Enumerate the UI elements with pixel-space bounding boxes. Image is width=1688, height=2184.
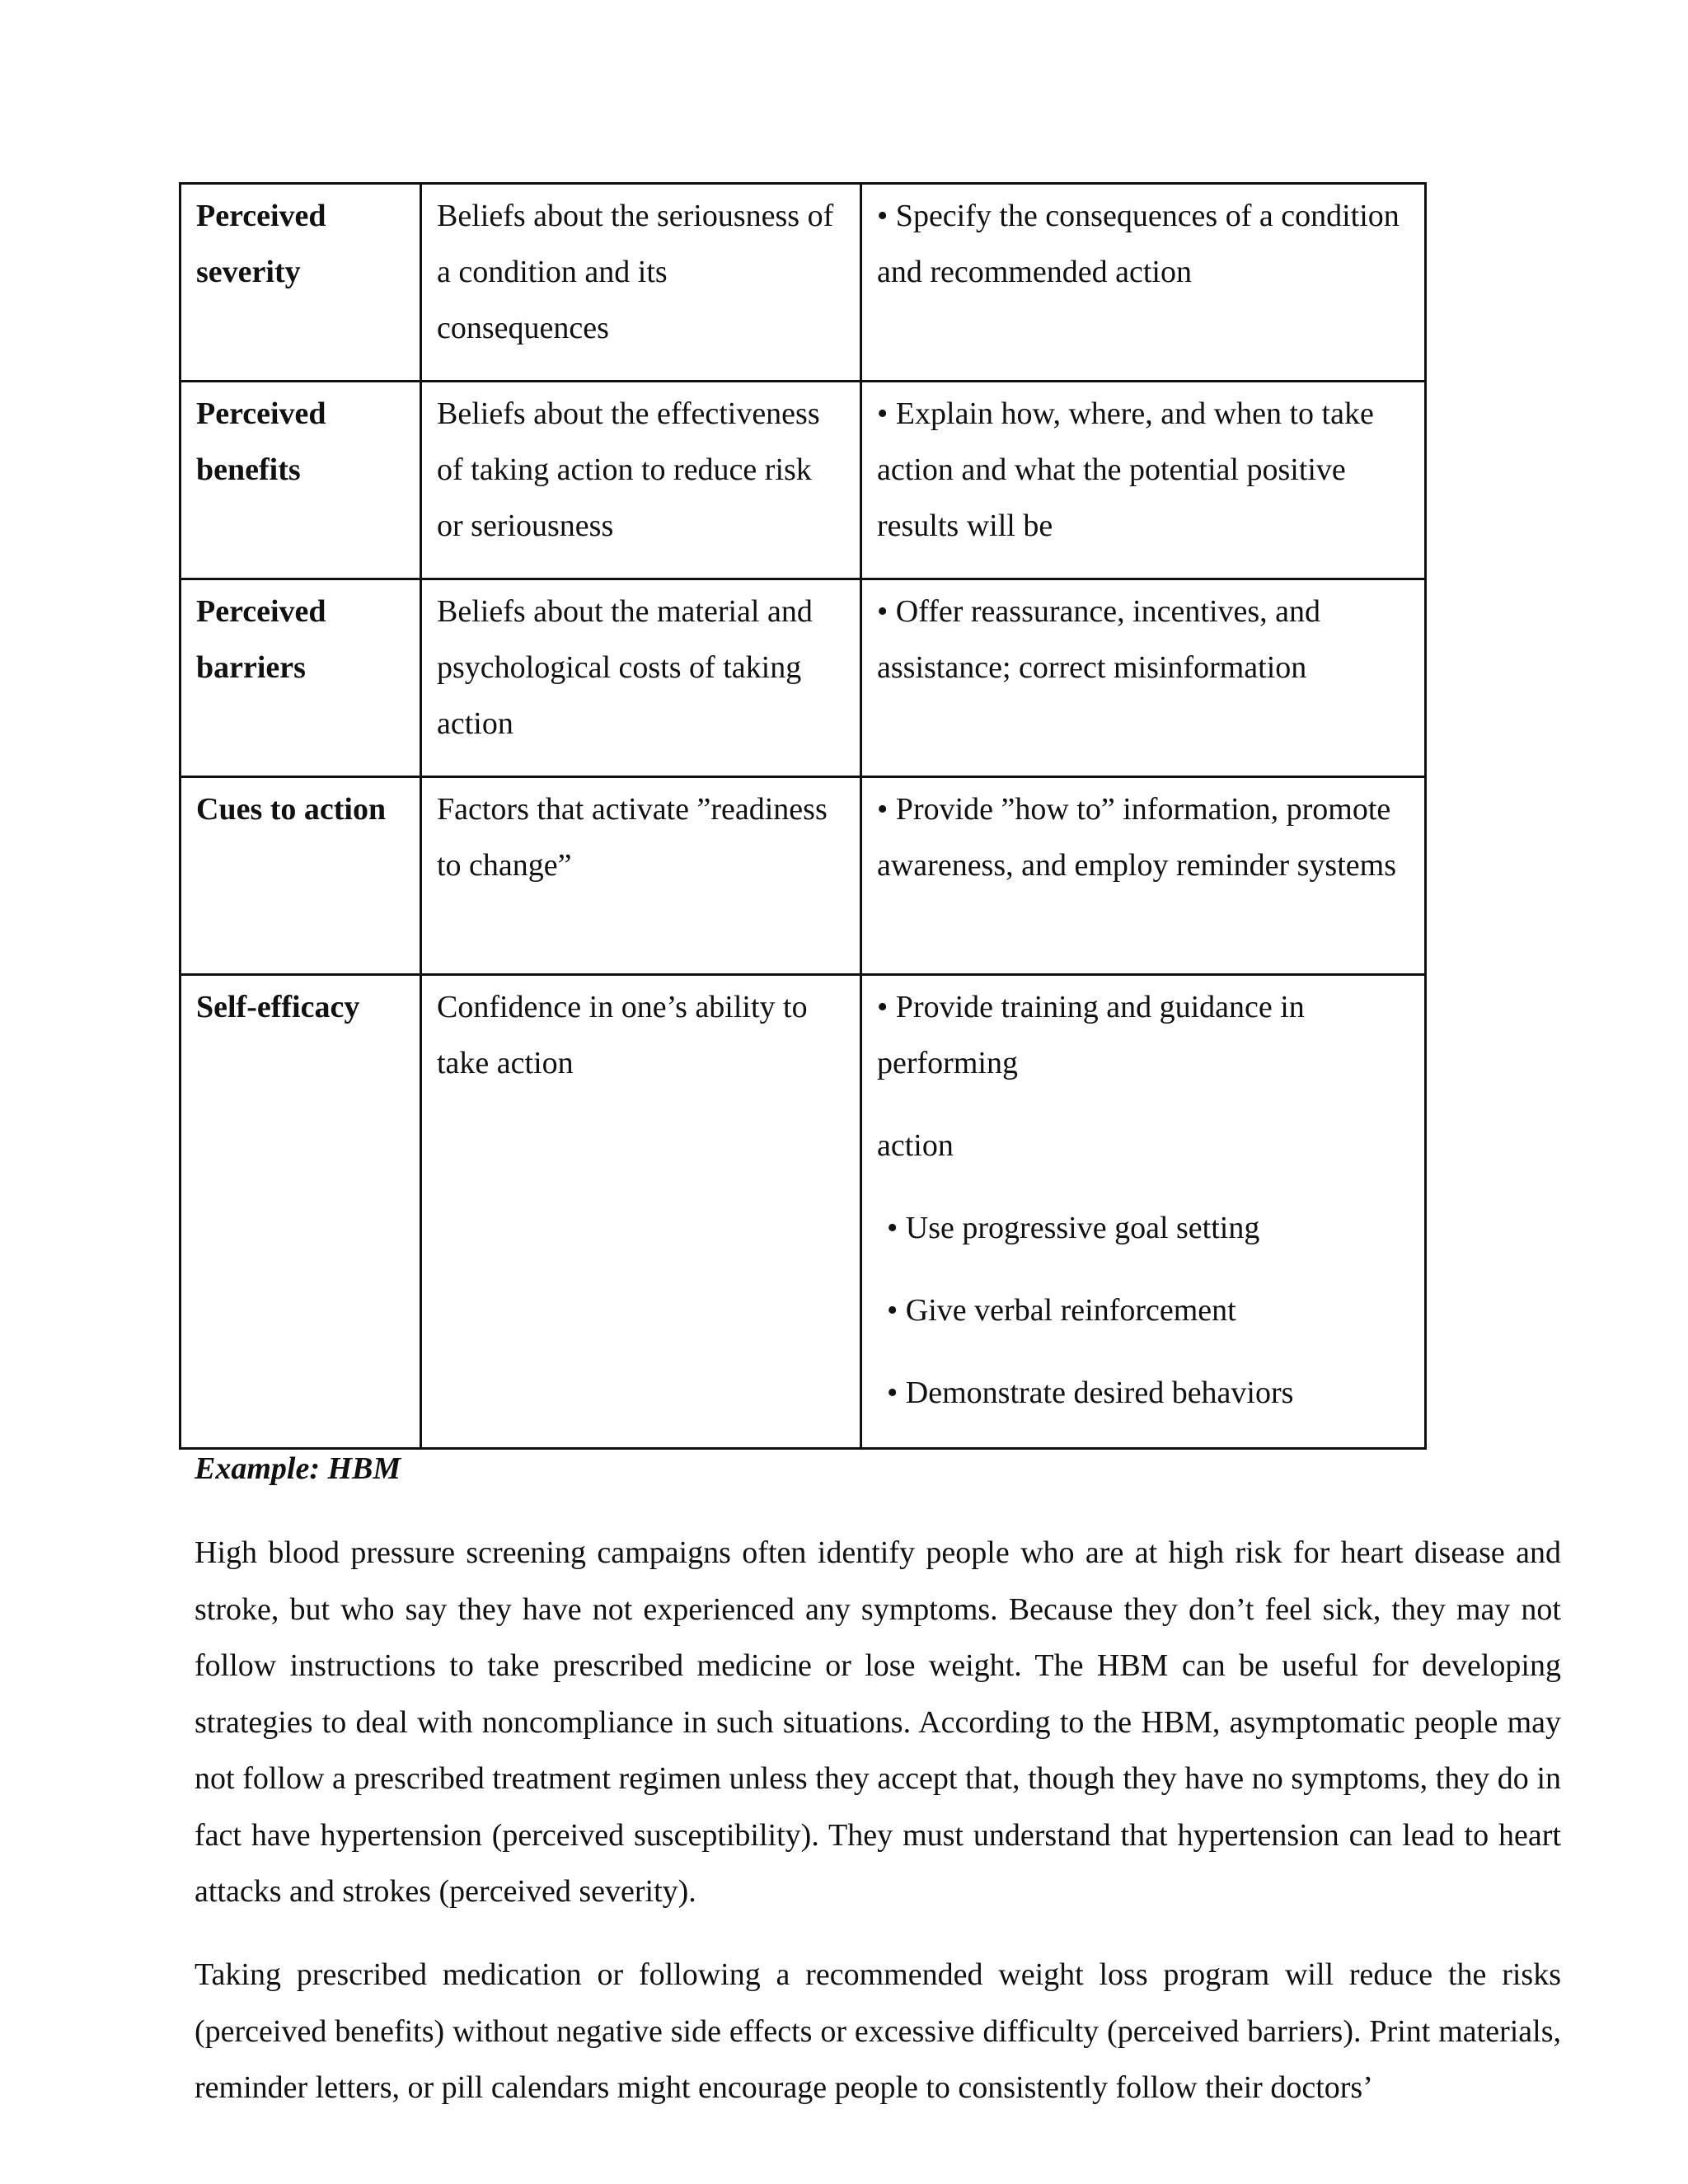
strategy-cell xyxy=(861,777,1426,975)
body-paragraph: Taking prescribed medication or following a recommended weight loss program will reduce the risks (perceived benefits) without negative side effects or excessive difficulty (perceived barriers). Print materials, reminder letters, or pill calendars might encourage people to consistently follow their doctors’ xyxy=(195,1957,1561,2105)
construct-cell: Self-efficacy xyxy=(181,975,421,1449)
definition-cell: Confidence in one’s ability to take action xyxy=(421,975,861,1449)
strategy-line: • Specify the consequences of a condition and recommended action xyxy=(877,199,1400,289)
definition-cell: Beliefs about the effectiveness of taking action to reduce risk or seriousness xyxy=(421,382,861,579)
strategy-line: action xyxy=(877,1128,954,1163)
strategy-line: • Give verbal reinforcement xyxy=(887,1293,1236,1328)
table-row xyxy=(181,184,1426,382)
construct-cell: Perceived severity xyxy=(181,184,421,382)
hbm-constructs-table xyxy=(179,182,1427,1450)
example-heading: Example: HBM xyxy=(195,1451,401,1486)
table-row xyxy=(181,579,1426,777)
definition-cell: Factors that activate ”readiness to change” xyxy=(421,777,861,975)
table-row xyxy=(181,382,1426,579)
strategy-cell xyxy=(861,382,1426,579)
strategy-line: • Provide training and guidance in performing xyxy=(877,990,1305,1080)
construct-cell: Perceived benefits xyxy=(181,382,421,579)
strategy-line: • Use progressive goal setting xyxy=(887,1211,1260,1245)
construct-cell: Perceived barriers xyxy=(181,579,421,777)
definition-cell: Beliefs about the seriousness of a condition and its consequences xyxy=(421,184,861,382)
construct-cell: Cues to action xyxy=(181,777,421,975)
strategy-line: • Demonstrate desired behaviors xyxy=(887,1376,1294,1410)
strategy-cell xyxy=(861,184,1426,382)
table-row xyxy=(181,975,1426,1449)
strategy-cell xyxy=(861,579,1426,777)
definition-cell: Beliefs about the material and psychological costs of taking action xyxy=(421,579,861,777)
table-row xyxy=(181,777,1426,975)
strategy-line: • Provide ”how to” information, promote awareness, and employ reminder systems xyxy=(877,792,1396,883)
strategy-line: • Offer reassurance, incentives, and assistance; correct misinformation xyxy=(877,594,1321,685)
strategy-line: • Explain how, where, and when to take action and what the potential positive results will be xyxy=(877,396,1374,543)
strategy-cell xyxy=(861,975,1426,1449)
body-paragraph: High blood pressure screening campaigns often identify people who are at high risk for heart disease and stroke, but who say they have not experienced any symptoms. Because they don’t feel sick, they may not follow instructions to take prescribed medicine or lose weight. The HBM can be useful for developing strategies to deal with noncompliance in such situations. According to the HBM, asymptomatic people may not follow a prescribed treatment regimen unless they accept that, though they have no symptoms, they do in fact have hypertension (perceived susceptibility). They must understand that hypertension can lead to heart attacks and strokes (perceived severity). xyxy=(195,1535,1561,1909)
